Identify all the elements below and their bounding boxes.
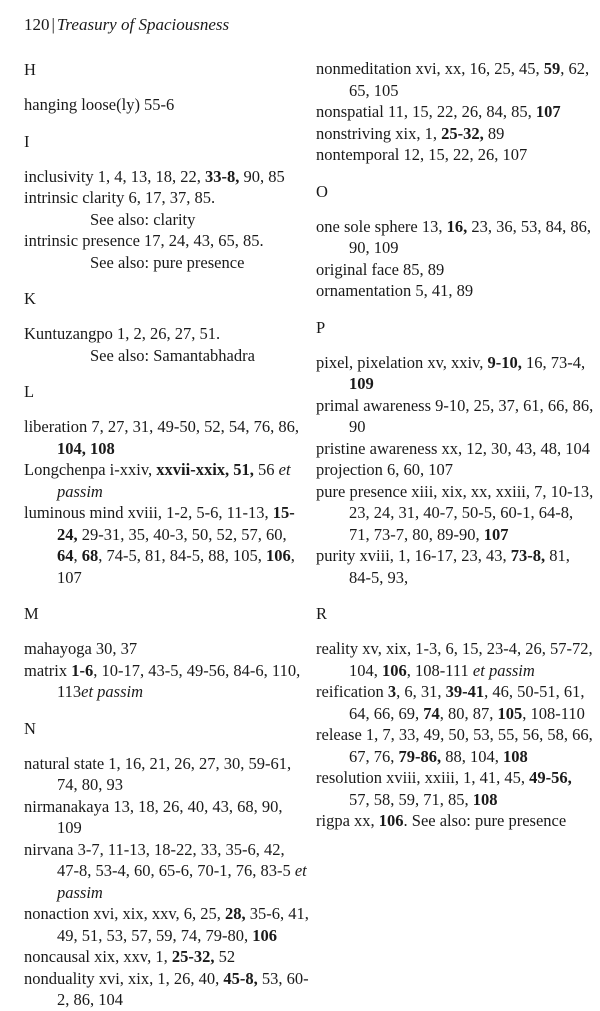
index-entry xyxy=(316,259,596,281)
see-also-reference: See also: clarity xyxy=(90,209,196,229)
entry-text: 25-32, xyxy=(171,947,215,966)
index-entry xyxy=(24,323,310,366)
entry-text: 90, 85 xyxy=(239,166,285,186)
entry-text: 74 xyxy=(423,703,440,723)
entry-text: nonmeditation xvi, xx, 16, 25, 45, xyxy=(316,59,544,78)
index-column-right xyxy=(316,58,596,832)
entry-text: 104, 108 xyxy=(57,438,115,458)
index-entry xyxy=(316,395,596,438)
index-column-left xyxy=(24,58,310,1011)
entry-text: 106 xyxy=(382,660,407,680)
index-entry xyxy=(316,101,596,123)
index-section xyxy=(316,602,596,832)
section-letter: O xyxy=(316,181,328,201)
index-entry xyxy=(24,94,310,116)
entry-text: 49-56, xyxy=(529,768,572,787)
entry-text: 1-6 xyxy=(71,660,94,680)
entry-text: Kuntuzangpo 1, 2, 26, 27, 51. xyxy=(24,324,221,343)
entry-text: 23, 36, 53, 84, 86, 90, 109 xyxy=(349,216,591,257)
entry-text: 9-10, xyxy=(487,352,522,372)
index-section xyxy=(24,602,310,703)
index-entry xyxy=(316,459,596,481)
entry-text: reification xyxy=(316,682,388,701)
section-letter: K xyxy=(24,289,36,308)
entry-text: 16, 73-4, xyxy=(521,352,586,372)
index-section xyxy=(24,287,310,366)
index-entry xyxy=(24,753,310,796)
entry-text: , xyxy=(73,546,82,565)
entry-text: 39-41 xyxy=(445,682,485,701)
entry-text: one sole sphere 13, xyxy=(316,216,447,236)
entry-text: et passim xyxy=(472,660,535,680)
section-letter: N xyxy=(24,718,36,738)
entry-text: 53, 60-2, 86, 104 xyxy=(57,968,309,1009)
section-letter: I xyxy=(24,131,30,151)
entry-text: Longchenpa i-xxiv, xyxy=(24,460,157,479)
entry-text: pristine awareness xx, 12, 30, 43, 48, 104 xyxy=(316,438,591,458)
index-entry xyxy=(24,459,310,502)
index-entry xyxy=(316,438,596,460)
entry-text: 107 xyxy=(535,102,561,121)
index-entry xyxy=(24,660,310,703)
entry-text: noncausal xix, xxv, 1, xyxy=(24,947,172,966)
entry-text: , 46, 50-51, 61, 64, 66, 69, xyxy=(349,682,585,723)
entry-text: natural state 1, 16, 21, 26, 27, 30, 59-61, 74, 80, 93 xyxy=(24,753,292,794)
entry-text: , 80, 87, xyxy=(439,703,498,723)
entry-text: 56 xyxy=(253,460,279,479)
entry-text: 73-8, xyxy=(510,546,546,565)
entry-text: 52 xyxy=(214,947,236,966)
entry-text: 106 xyxy=(266,546,291,565)
entry-text: 107 xyxy=(483,524,509,544)
section-letter: L xyxy=(24,382,35,401)
header-separator: | xyxy=(51,15,55,34)
section-letter: H xyxy=(24,60,36,79)
entry-text: inclusivity 1, 4, 13, 18, 22, xyxy=(24,166,206,186)
entry-text: , 107 xyxy=(57,546,295,587)
entry-text: nirvana 3-7, 11-13, 18-22, 33, 35-6, 42, 47-8, 53-4, 60, 65-6, 70-1, 76, 83-5 xyxy=(24,839,295,880)
entry-text: 108 xyxy=(503,746,528,766)
entry-text: hanging loose(ly) 55-6 xyxy=(24,95,175,114)
entry-text: , 108-110 xyxy=(522,703,585,723)
entry-text: rigpa xx, xyxy=(316,811,379,830)
index-entry xyxy=(316,280,596,302)
index-section xyxy=(24,58,310,116)
index-entry xyxy=(316,123,596,145)
entry-text: et passim xyxy=(57,460,291,501)
entry-text: 89 xyxy=(483,123,505,143)
see-also-reference: See also: pure presence xyxy=(90,252,245,272)
entry-text: xxvii-xxix, 51, xyxy=(156,460,254,479)
section-letter: M xyxy=(24,604,39,623)
entry-text: 109 xyxy=(349,374,374,393)
entry-text: et passim xyxy=(57,861,307,902)
section-letter: P xyxy=(316,317,326,337)
entry-text: pure presence xiii, xix, xx, xxiii, 7, 10-13, 23, 24, 31, 40-7, 50-5, 60-1, 64-8, 71, 73-7, 80, 89-90, xyxy=(316,481,594,544)
index-section xyxy=(316,180,596,302)
entry-text: 106 xyxy=(252,925,277,945)
see-also-reference: See also: Samantabhadra xyxy=(90,345,255,365)
index-entry xyxy=(316,681,596,724)
index-entry xyxy=(316,638,596,681)
entry-text: intrinsic presence 17, 24, 43, 65, 85. xyxy=(24,231,264,250)
entry-text: 108 xyxy=(472,789,498,809)
index-entry xyxy=(316,58,596,101)
index-section xyxy=(24,130,310,274)
entry-text: 28, xyxy=(225,904,246,923)
entry-text: 81, 84-5, 93, xyxy=(349,546,570,587)
index-entry xyxy=(24,187,310,230)
entry-text: purity xviii, 1, 16-17, 23, 43, xyxy=(316,546,511,565)
entry-text: nonduality xvi, xix, 1, 26, 40, xyxy=(24,968,224,988)
index-entry xyxy=(24,166,310,188)
index-entry xyxy=(24,502,310,588)
entry-text: 45-8, xyxy=(223,968,258,988)
entry-text: 33-8, xyxy=(205,166,240,186)
page-number: 120 xyxy=(24,15,50,34)
entry-text: , 62, 65, 105 xyxy=(349,59,590,100)
entry-text: 105 xyxy=(497,703,523,723)
entry-text: 106 xyxy=(378,811,404,830)
entry-text: intrinsic clarity 6, 17, 37, 85. xyxy=(24,188,216,207)
index-entry xyxy=(316,481,596,546)
entry-text: 88, 104, xyxy=(441,746,503,766)
index-entry xyxy=(24,946,310,968)
index-entry xyxy=(24,230,310,273)
entry-text: release 1, 7, 33, 49, 50, 53, 55, 56, 58, 66, 67, 76, xyxy=(316,725,593,766)
entry-text: . See also: pure presence xyxy=(403,811,567,830)
entry-text: 64 xyxy=(57,546,74,565)
index-entry xyxy=(24,638,310,660)
entry-text: nontemporal 12, 15, 22, 26, 107 xyxy=(316,145,528,164)
index-entry xyxy=(24,903,310,946)
entry-text: 29-31, 35, 40-3, 50, 52, 57, 60, xyxy=(77,524,287,544)
entry-text: , 108-111 xyxy=(406,660,473,680)
entry-text: primal awareness 9-10, 25, 37, 61, 66, 86, 90 xyxy=(316,395,594,436)
entry-text: original face 85, 89 xyxy=(316,259,445,279)
entry-text: 57, 58, 59, 71, 85, xyxy=(349,789,473,809)
index-entry xyxy=(24,968,310,1011)
entry-text: luminous mind xviii, 1-2, 5-6, 11-13, xyxy=(24,503,273,522)
index-entry xyxy=(316,144,596,166)
entry-text: pixel, pixelation xv, xxiv, xyxy=(316,352,488,372)
index-section xyxy=(316,316,596,589)
entry-text: nonstriving xix, 1, xyxy=(316,123,442,143)
index-entry xyxy=(24,839,310,904)
entry-text: matrix xyxy=(24,660,72,680)
entry-text: ornamentation 5, 41, 89 xyxy=(316,281,474,300)
entry-text: , 6, 31, xyxy=(396,682,446,701)
running-header xyxy=(24,12,229,38)
index-entry xyxy=(316,724,596,767)
entry-text: 3 xyxy=(387,682,397,701)
entry-text: nirmanakaya 13, 18, 26, 40, 43, 68, 90, 109 xyxy=(24,796,283,837)
entry-text: 16, xyxy=(446,216,468,236)
entry-text: reality xv, xix, 1-3, 6, 15, 23-4, 26, 57-72, 104, xyxy=(316,639,593,680)
index-section xyxy=(24,380,310,588)
index-entry xyxy=(316,216,596,259)
entry-text: 25-32, xyxy=(441,123,484,143)
entry-text: 35-6, 41, 49, 51, 53, 57, 59, 74, 79-80, xyxy=(57,904,309,945)
entry-text: 59 xyxy=(543,59,561,78)
index-entry xyxy=(316,810,596,832)
entry-text: nonspatial 11, 15, 22, 26, 84, 85, xyxy=(316,102,536,121)
entry-text: 68 xyxy=(81,546,99,565)
index-entry xyxy=(316,352,596,395)
index-section xyxy=(24,717,310,1011)
entry-text: 79-86, xyxy=(398,746,442,766)
entry-text: mahayoga 30, 37 xyxy=(24,639,138,658)
index-entry xyxy=(316,545,596,588)
book-title: Treasury of Spaciousness xyxy=(56,15,230,34)
entry-text: resolution xviii, xxiii, 1, 41, 45, xyxy=(316,768,530,787)
entry-text: projection 6, 60, 107 xyxy=(316,460,454,479)
entry-text: 15-24, xyxy=(57,503,295,544)
index-entry xyxy=(316,767,596,810)
entry-text: nonaction xvi, xix, xxv, 6, 25, xyxy=(24,904,226,923)
entry-text: , 74-5, 81, 84-5, 88, 105, xyxy=(98,546,266,565)
index-entry xyxy=(24,796,310,839)
entry-text: et passim xyxy=(81,682,144,701)
entry-text: , 10-17, 43-5, 49-56, 84-6, 110, 113 xyxy=(57,660,301,701)
entry-text: liberation 7, 27, 31, 49-50, 52, 54, 76, 86, xyxy=(24,417,299,436)
index-section xyxy=(316,58,596,166)
section-letter: R xyxy=(316,604,328,623)
index-entry xyxy=(24,416,310,459)
